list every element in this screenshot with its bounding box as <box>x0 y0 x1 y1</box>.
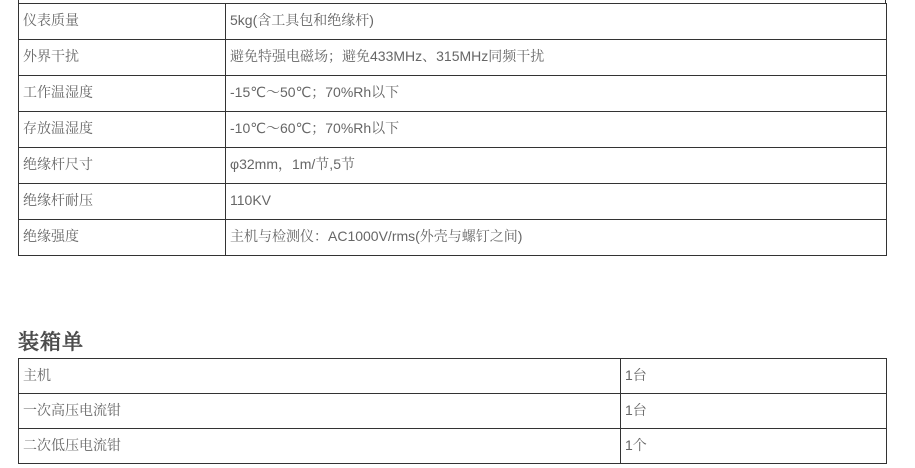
table-row <box>19 359 887 394</box>
spec-label-cell: 存放温湿度 <box>19 112 226 148</box>
table-row <box>19 112 887 148</box>
table-row <box>19 429 887 464</box>
packing-item-cell: 一次高压电流钳 <box>19 394 621 429</box>
table-row <box>19 394 887 429</box>
packing-item-cell: 二次低压电流钳 <box>19 429 621 464</box>
spec-value-cell: 110KV <box>226 184 887 220</box>
spec-value-cell: -10℃～60℃；70%Rh以下 <box>226 112 887 148</box>
packing-list-heading: 装箱单 <box>18 331 84 354</box>
spec-label-cell: 外界干扰 <box>19 40 226 76</box>
packing-item-cell: 主机 <box>19 359 621 394</box>
table-row <box>19 220 887 256</box>
spec-label-cell: 工作温湿度 <box>19 76 226 112</box>
spec-label-cell: 绝缘强度 <box>19 220 226 256</box>
packing-qty-cell: 1个 <box>621 429 887 464</box>
table-row <box>19 76 887 112</box>
spec-table <box>18 3 887 256</box>
packing-qty-cell: 1台 <box>621 394 887 429</box>
spec-value-cell: -15℃～50℃；70%Rh以下 <box>226 76 887 112</box>
spec-label-cell: 绝缘杆耐压 <box>19 184 226 220</box>
spec-value-cell: 避免特强电磁场；避免433MHz、315MHz同频干扰 <box>226 40 887 76</box>
spec-value-cell: 主机与检测仪：AC1000V/rms(外壳与螺钉之间) <box>226 220 887 256</box>
spec-label-cell: 绝缘杆尺寸 <box>19 148 226 184</box>
spec-value-cell: 5kg(含工具包和绝缘杆) <box>226 4 887 40</box>
table-row <box>19 4 887 40</box>
table-row <box>19 40 887 76</box>
table-row <box>19 184 887 220</box>
spec-value-cell: φ32mm，1m/节,5节 <box>226 148 887 184</box>
spec-label-cell: 仪表质量 <box>19 4 226 40</box>
packing-list-table <box>18 358 887 464</box>
packing-qty-cell: 1台 <box>621 359 887 394</box>
table-row <box>19 148 887 184</box>
